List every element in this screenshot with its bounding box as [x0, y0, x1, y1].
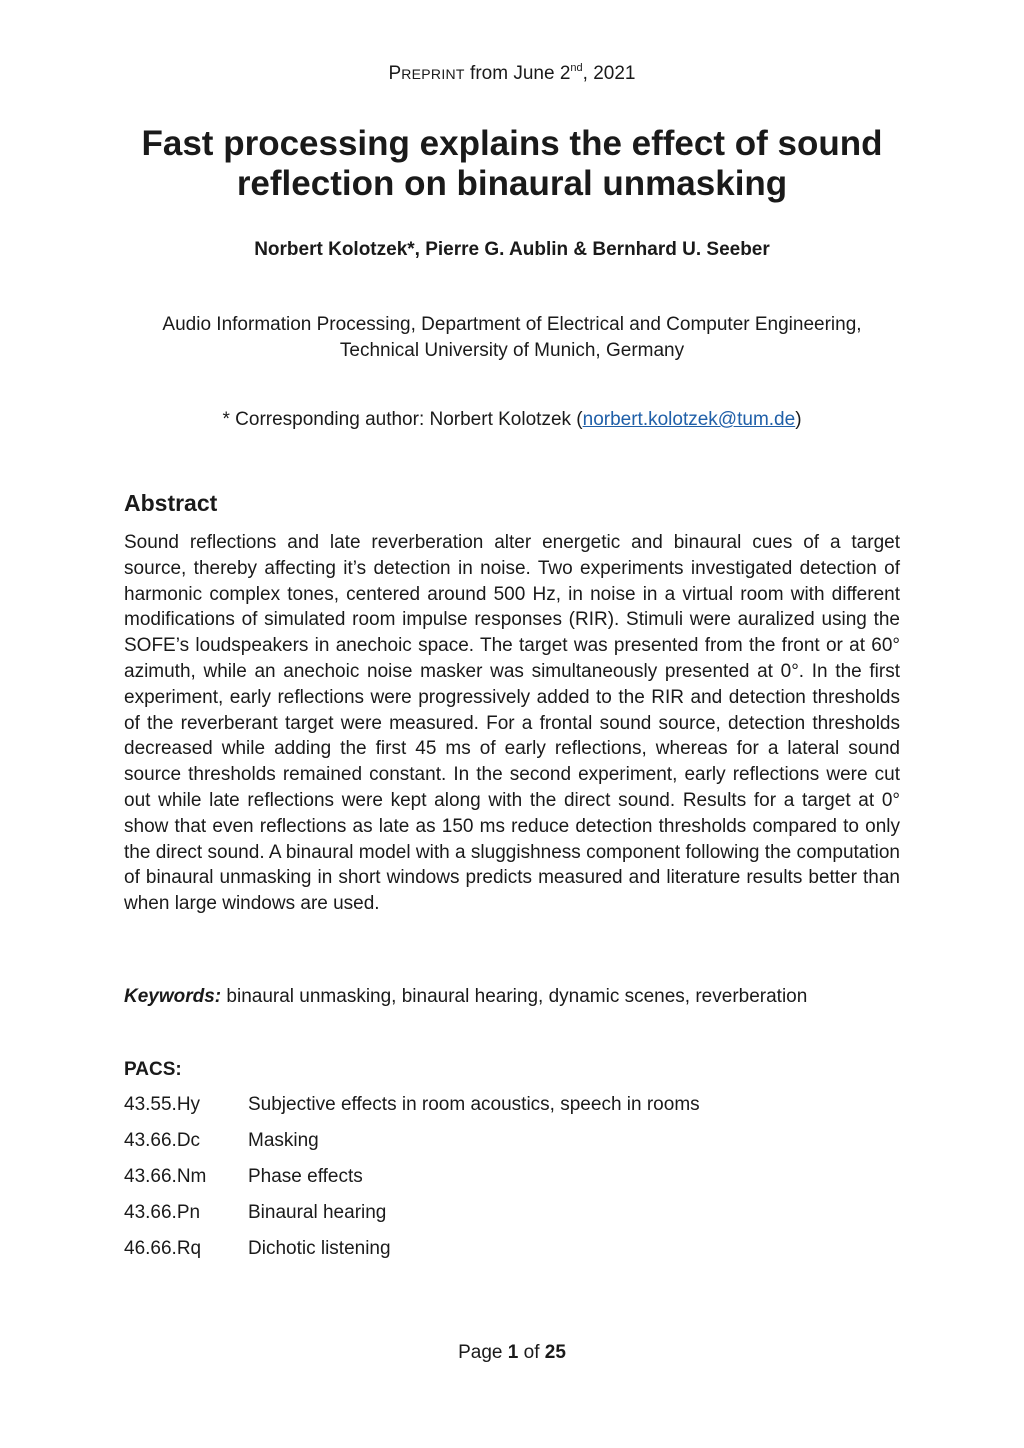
preprint-year: , 2021	[582, 63, 636, 84]
pacs-description: Dichotic listening	[248, 1238, 391, 1259]
pacs-row	[124, 1238, 904, 1274]
affiliation-line-1: Audio Information Processing, Department of Electrical and Computer Engineering,	[162, 314, 862, 335]
pacs-code: 46.66.Rq	[124, 1238, 202, 1259]
pacs-code: 43.55.Hy	[124, 1094, 201, 1115]
footer-of-word: of	[518, 1342, 545, 1363]
pacs-row	[124, 1130, 904, 1166]
pacs-description: Phase effects	[248, 1166, 363, 1187]
abstract-heading: Abstract	[124, 490, 218, 516]
pacs-row	[124, 1094, 904, 1130]
corresponding-suffix: )	[795, 409, 802, 430]
keywords-line	[124, 986, 924, 1008]
keywords-text: binaural unmasking, binaural hearing, dynamic scenes, reverberation	[221, 986, 808, 1007]
preprint-rest-letters: REPRINT	[401, 66, 465, 82]
corresponding-prefix: * Corresponding author: Norbert Kolotzek (	[222, 409, 583, 430]
pacs-heading: PACS:	[124, 1059, 182, 1080]
affiliation	[100, 312, 924, 364]
preprint-date-superscript: nd	[570, 62, 583, 74]
pacs-code: 43.66.Dc	[124, 1130, 201, 1151]
affiliation-line-2: Technical University of Munich, Germany	[339, 340, 685, 361]
pacs-row	[124, 1166, 904, 1202]
footer-page-word: Page	[458, 1342, 508, 1363]
preprint-first-letter: P	[388, 63, 402, 84]
pacs-description: Masking	[248, 1130, 319, 1151]
page-footer	[0, 1342, 1024, 1364]
author-list: Norbert Kolotzek*, Pierre G. Aublin & Bernhard U. Seeber	[254, 239, 770, 260]
pacs-description: Binaural hearing	[248, 1202, 387, 1223]
footer-page-number: 1	[507, 1342, 519, 1363]
pacs-list	[124, 1094, 904, 1274]
preprint-date-text: from June 2	[464, 63, 571, 84]
paper-title: Fast processing explains the effect of sound reflection on binaural unmasking	[141, 124, 883, 203]
keywords-label: Keywords:	[124, 986, 222, 1007]
preprint-header	[0, 62, 1024, 85]
abstract-body: Sound reflections and late reverberation alter energetic and binaural cues of a target source, thereby affecting it’s detection in noise. Two experiments investigated detection of harmonic complex tones, centered around 500 Hz, in noise in a virtual room with different modifications of simulated room impulse responses (RIR). Stimuli were auralized using the SOFE’s loudspeakers in anechoic space. The target was presented from the front or at 60° azimuth, while an anechoic noise masker was simultaneously presented at 0°. In the first experiment, early reflections were progressively added to the RIR and detection thresholds of the reverberant target were measured. For a frontal sound source, detection thresholds decreased while adding the first 45 ms of early reflections, whereas for a lateral sound source thresholds remained constant. In the second experiment, early reflections were cut out while late reflections were kept along with the direct sound. Results for a target at 0° show that even reflections as late as 150 ms reduce detection thresholds compared to only the direct sound. A binaural model with a sluggishness component following the computation of binaural unmasking in short windows predicts measured and literature results better than when large windows are used.	[124, 532, 900, 915]
pacs-row	[124, 1202, 904, 1238]
corresponding-author	[0, 409, 1024, 431]
pacs-code: 43.66.Pn	[124, 1202, 201, 1223]
pacs-code: 43.66.Nm	[124, 1166, 207, 1187]
email-link[interactable]: norbert.kolotzek@tum.de	[582, 409, 796, 430]
footer-page-total: 25	[544, 1342, 566, 1363]
pacs-description: Subjective effects in room acoustics, speech in rooms	[248, 1094, 700, 1115]
